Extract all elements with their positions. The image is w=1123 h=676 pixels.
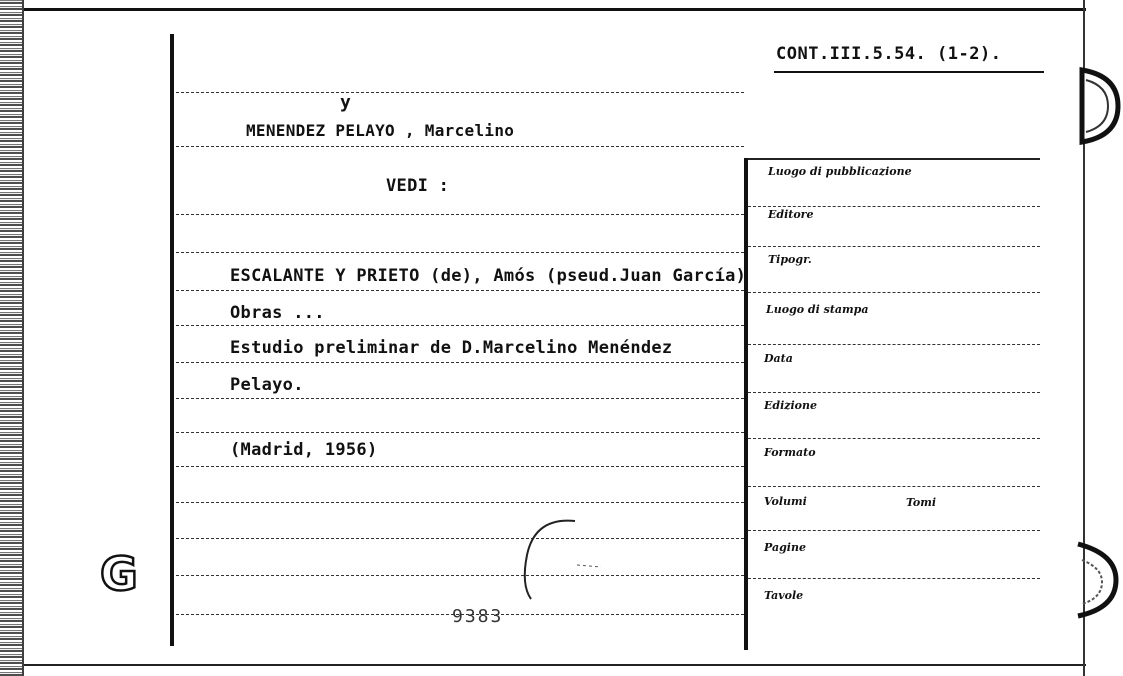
card-tab-top — [1078, 66, 1123, 150]
label-formato: Formato — [764, 446, 816, 459]
label-tavole: Tavole — [764, 589, 804, 602]
reference-underline — [774, 71, 1044, 73]
card-left-border — [0, 0, 22, 676]
label-data: Data — [764, 352, 793, 365]
rule-line — [176, 362, 744, 363]
corner-letter: G — [100, 547, 138, 601]
field-rule — [748, 292, 1040, 293]
reference-number: CONT.III.5.54. (1-2). — [776, 44, 1002, 64]
field-rule — [748, 206, 1040, 207]
rule-line — [176, 252, 744, 253]
label-pagine: Pagine — [764, 541, 806, 554]
label-edizione: Edizione — [764, 399, 818, 412]
field-rule — [748, 438, 1040, 439]
label-luogo-pubblicazione: Luogo di pubblicazione — [768, 165, 912, 178]
handwritten-correction: y — [340, 92, 351, 113]
heading-name: MENENDEZ PELAYO , Marcelino — [246, 121, 515, 140]
rule-line — [176, 466, 744, 467]
card-tab-bottom — [1072, 540, 1122, 624]
rule-line — [176, 290, 744, 291]
rule-line — [176, 502, 744, 503]
catalog-number: 9383 — [452, 606, 504, 627]
rule-line — [176, 575, 744, 576]
field-column-rule — [744, 158, 748, 650]
rule-line — [176, 432, 744, 433]
label-editore: Editore — [768, 208, 814, 221]
field-rule — [748, 486, 1040, 487]
rule-line — [176, 538, 744, 539]
label-volumi: Volumi — [764, 495, 807, 508]
entry-note-line1: Estudio preliminar de D.Marcelino Menéndez — [230, 338, 673, 358]
rule-line — [176, 325, 744, 326]
corner-letter-stamp — [96, 546, 156, 606]
field-rule — [748, 344, 1040, 345]
rule-line — [176, 146, 744, 147]
field-rule — [748, 158, 1040, 160]
label-luogo-stampa: Luogo di stampa — [766, 303, 869, 316]
entry-author: ESCALANTE Y PRIETO (de), Amós (pseud.Juan García) — [230, 266, 747, 286]
entry-imprint: (Madrid, 1956) — [230, 440, 378, 460]
label-tipogr: Tipogr. — [768, 253, 812, 266]
rule-line — [176, 398, 744, 399]
entry-note-line2: Pelayo. — [230, 375, 304, 395]
label-tomi: Tomi — [906, 496, 937, 509]
field-rule — [748, 392, 1040, 393]
entry-title: Obras ... — [230, 303, 325, 323]
rule-line — [176, 214, 744, 215]
field-rule — [748, 578, 1040, 579]
left-margin-rule — [170, 34, 174, 646]
see-reference: VEDI : — [386, 176, 450, 196]
card-top-edge — [24, 8, 1086, 11]
card-bottom-edge — [24, 664, 1086, 666]
rule-line — [176, 92, 744, 93]
field-rule — [748, 530, 1040, 531]
field-rule — [748, 246, 1040, 247]
pencil-mark — [505, 515, 605, 609]
